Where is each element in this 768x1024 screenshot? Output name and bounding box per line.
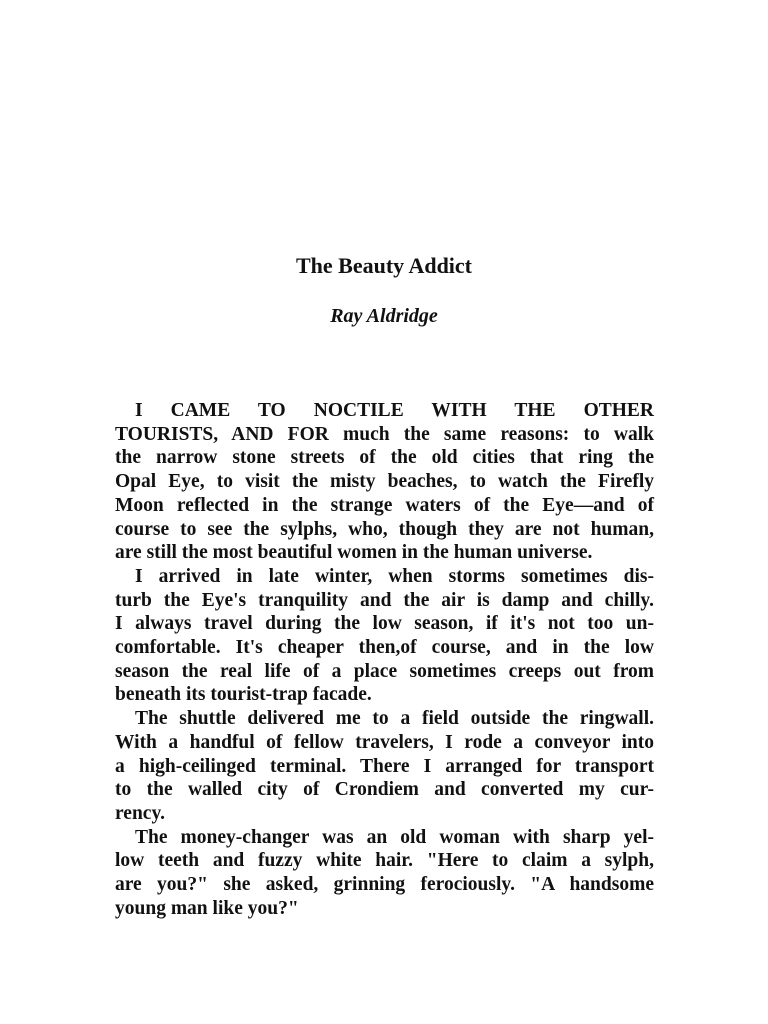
text-line: beneath its tourist-trap facade. [115, 684, 372, 706]
story-body [115, 399, 654, 920]
text-line: Moon reflected in the strange waters of the Eye—and of [115, 494, 654, 516]
text-line: to the walled city of Crondiem and converted my cur- [115, 779, 654, 801]
text-line: young man like you?" [115, 897, 299, 919]
paragraph-3 [115, 707, 654, 826]
text-line: comfortable. It's cheaper then,of course, and in the low [115, 637, 654, 659]
text-line: are still the most beautiful women in the human universe. [115, 542, 593, 564]
text-line: I arrived in late winter, when storms sometimes dis- [135, 565, 654, 587]
story-author: Ray Aldridge [330, 305, 438, 327]
text-line: turb the Eye's tranquility and the air is damp and chilly. [115, 589, 654, 611]
text-line: are you?" she asked, grinning ferociously. "A handsome [115, 874, 654, 896]
text-line: low teeth and fuzzy white hair. "Here to claim a sylph, [115, 850, 654, 872]
text-line: I CAME TO NOCTILE WITH THE OTHER [135, 400, 654, 421]
paragraph-2 [115, 565, 654, 707]
text-line: a high-ceilinged terminal. There I arranged for transport [115, 755, 654, 777]
story-title: The Beauty Addict [295, 253, 473, 278]
text-line: I always travel during the low season, if it's not too un- [115, 613, 654, 635]
text-line: rency. [115, 802, 166, 824]
text-line: With a handful of fellow travelers, I rode a conveyor into [115, 731, 654, 753]
text-line: the narrow stone streets of the old cities that ring the [115, 447, 654, 469]
paragraph-4 [115, 826, 654, 921]
paragraph-1 [115, 399, 654, 565]
text-line: season the real life of a place sometimes creeps out from [115, 660, 654, 682]
text-line: Opal Eye, to visit the misty beaches, to watch the Firefly [115, 471, 654, 493]
text-line: The money-changer was an old woman with sharp yel- [135, 826, 654, 848]
text-line: course to see the sylphs, who, though they are not human, [115, 518, 654, 540]
text-line: TOURISTS, AND FOR much the same reasons: to walk [115, 423, 654, 445]
text-line: The shuttle delivered me to a field outside the ringwall. [135, 708, 654, 730]
